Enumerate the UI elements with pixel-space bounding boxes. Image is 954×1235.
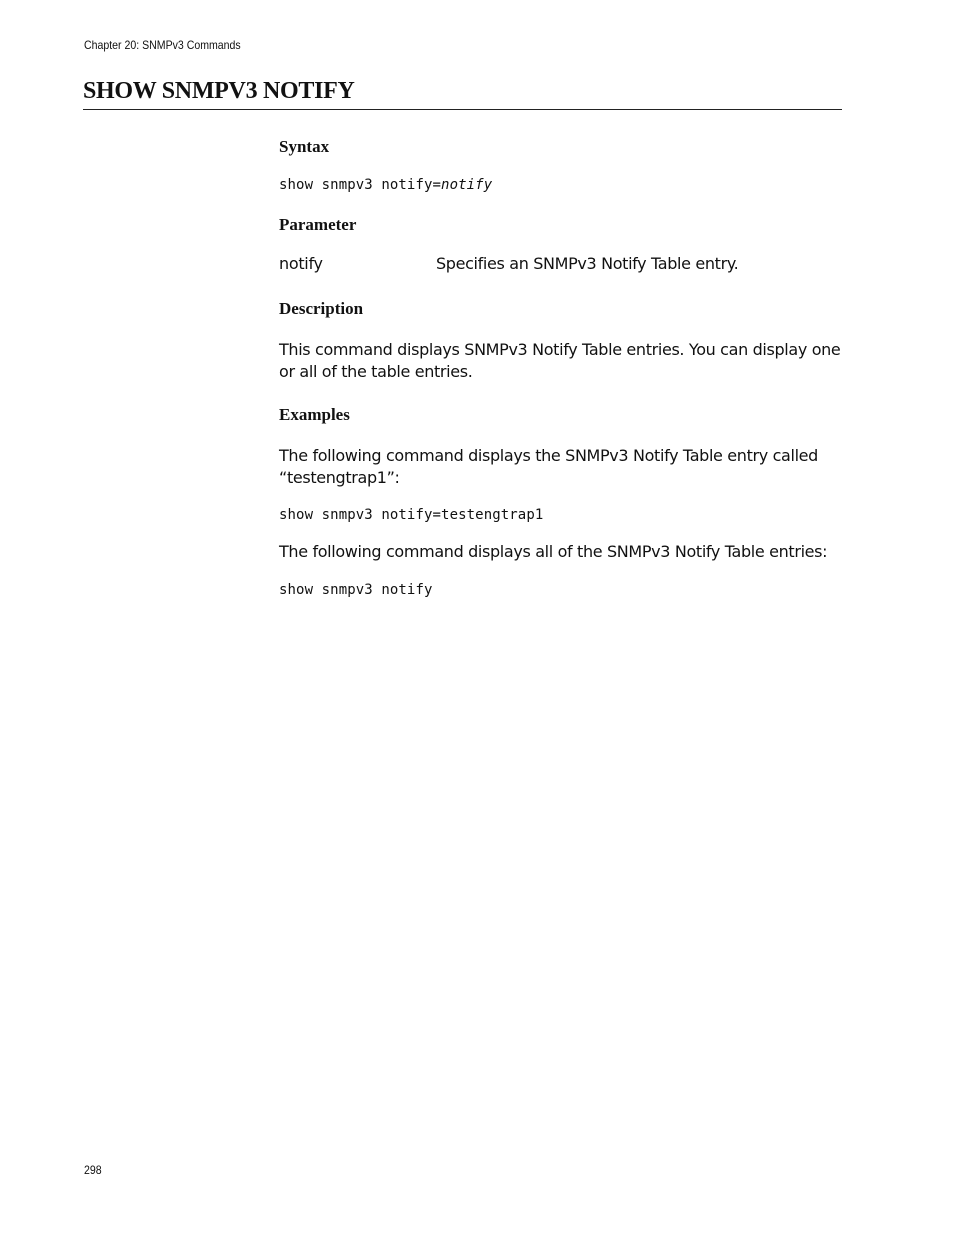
running-header: Chapter 20: SNMPv3 Commands xyxy=(84,38,241,52)
syntax-command xyxy=(279,177,492,193)
example2-text: The following command displays all of the SNMPv3 Notify Table entries: xyxy=(279,542,828,561)
description-heading: Description xyxy=(279,299,364,318)
syntax-heading: Syntax xyxy=(279,137,330,156)
parameter-name: notify xyxy=(279,254,323,273)
syntax-command-prefix: show snmpv3 notify= xyxy=(279,177,442,193)
description-text: This command displays SNMPv3 Notify Table entries. You can display one or all of the table entries. xyxy=(279,340,841,381)
example2-command: show snmpv3 notify xyxy=(279,582,433,598)
page-title: SHOW SNMPV3 NOTIFY xyxy=(83,78,355,104)
parameter-description: Specifies an SNMPv3 Notify Table entry. xyxy=(436,254,739,273)
example1-text: The following command displays the SNMPv3 Notify Table entry called “testengtrap1”: xyxy=(279,446,818,487)
parameter-heading: Parameter xyxy=(279,215,357,234)
page-number: 298 xyxy=(84,1163,102,1177)
syntax-command-param: notify xyxy=(441,177,493,193)
examples-heading: Examples xyxy=(279,405,350,424)
title-rule xyxy=(83,109,842,110)
example1-command: show snmpv3 notify=testengtrap1 xyxy=(279,507,544,523)
